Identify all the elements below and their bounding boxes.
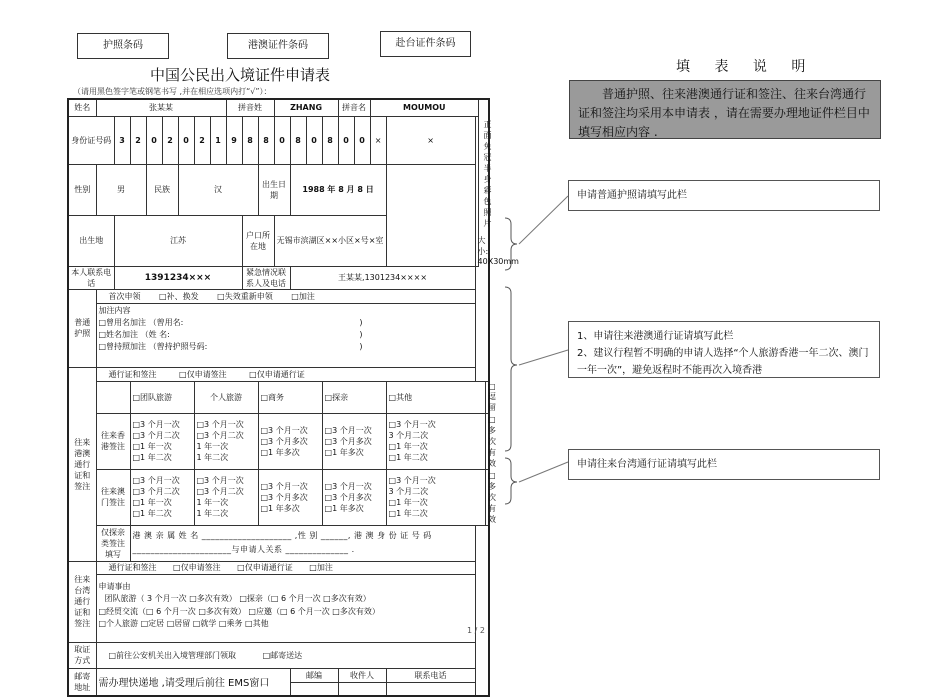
birthplace-value[interactable]: 江苏 xyxy=(114,215,242,266)
form-title: 中国公民出入境证件申请表 xyxy=(150,66,331,84)
id-digit[interactable]: 0 xyxy=(338,116,354,165)
note-passport: 申请普通护照请填写此栏 xyxy=(568,180,880,211)
dob-label: 出生日期 xyxy=(258,165,290,216)
id-digit[interactable]: 8 xyxy=(242,116,258,165)
passport-opt-first[interactable]: 首次申领 xyxy=(108,291,141,301)
hkmo-section-label: 往来港澳通行证和签注 xyxy=(68,367,96,561)
sex-value[interactable]: 男 xyxy=(96,165,146,216)
pinyin-given-value[interactable]: MOUMOU xyxy=(370,99,478,116)
mo-freq-other[interactable]: □3 个月一次 3 个月二次 □1 年一次 □1 年二次 xyxy=(386,469,485,525)
id-digit[interactable]: 0 xyxy=(178,116,194,165)
relative-text[interactable]: 港 澳 亲 属 姓 名 ____________________ ,性 别 ______, 港 澳 身 份 证 号 码 ______________________与申请人关系 ______________ . xyxy=(130,525,475,561)
ethnic-label: 民族 xyxy=(146,165,178,216)
mo-freq-group[interactable]: □3 个月一次 □3 个月二次 □1 年一次 □1 年二次 xyxy=(130,469,194,525)
tw-reason-line1[interactable]: 团队旅游（ 3 个月一次 □多次有效） □探亲（□ 6 个月一次 □多次有效） xyxy=(104,594,371,603)
taiwan-brace xyxy=(505,458,517,504)
photo-box: 正面免冠半身彩色照片 大小: 40X30mm xyxy=(475,116,478,266)
pinyin-surname-value[interactable]: ZHANG xyxy=(274,99,338,116)
phone-label: 本人联系电话 xyxy=(68,266,114,289)
hkmo-brace xyxy=(505,287,517,451)
tw-reason-line3[interactable]: □个人旅游 □定居 □居留 □就学 □乘务 □其他 xyxy=(98,619,269,628)
mo-freq-business[interactable]: □3 个月一次 □3 个月多次 □1 年多次 xyxy=(258,469,322,525)
mo-endorse-label: 往来澳门签注 xyxy=(96,469,130,525)
id-digit[interactable]: 0 xyxy=(274,116,290,165)
endorse-name[interactable]: □姓名加注 （姓 名: ) xyxy=(98,329,363,339)
hk-freq-other[interactable]: □3 个月一次 3 个月二次 □1 年一次 □1 年二次 xyxy=(386,413,485,469)
endorse-former-passport[interactable]: □曾持照加注 （曾持护照号码: ) xyxy=(98,341,363,351)
tw-opt-endorse-only[interactable]: □仅申请签注 xyxy=(173,563,221,572)
mail-address[interactable]: 需办理快递地 ,请受理后前往 EMS窗口 xyxy=(96,668,290,696)
photo-note: 正面免冠半身彩色照片 xyxy=(483,119,492,228)
hk-freq-individual[interactable]: □3 个月一次 □3 个月二次 1 年一次 1 年二次 xyxy=(194,413,258,469)
form-subtitle: （请用黑色签字笔或钢笔书写 ,并在相应选项内打“√”）： xyxy=(73,87,272,96)
id-digit[interactable]: 2 xyxy=(194,116,210,165)
type-business[interactable]: □商务 xyxy=(258,381,322,413)
id-digit[interactable]: 8 xyxy=(322,116,338,165)
postcode-value[interactable] xyxy=(290,682,338,696)
note-hkmo-2: 2、建议行程暂不明确的申请人选择“个人旅游香港一年二次、澳门一年一次”，避免返程时不能再次入境香港 xyxy=(577,348,869,376)
postcode-label: 邮编 xyxy=(290,668,338,682)
hkmo-barcode-box: 港澳证件条码 xyxy=(227,33,329,59)
id-digit[interactable]: 9 xyxy=(226,116,242,165)
birthplace-label: 出生地 xyxy=(68,215,114,266)
type-stay[interactable]: □逗留 xyxy=(486,381,490,413)
hkmo-opt-permit-only[interactable]: □仅申请通行证 xyxy=(249,369,305,379)
recipient-value[interactable] xyxy=(338,682,386,696)
type-individual[interactable]: 个人旅游 xyxy=(194,381,258,413)
hk-multi[interactable]: □ 多次有效 xyxy=(486,413,490,469)
hkmo-connector xyxy=(519,350,568,365)
name-label: 姓名 xyxy=(68,99,96,116)
collect-opt-office[interactable]: □前往公安机关出入境管理部门领取 xyxy=(108,650,237,660)
taiwan-connector xyxy=(519,462,568,482)
taiwan-barcode-box: 赴台证件条码 xyxy=(380,31,471,57)
hkmo-opt-endorse-only[interactable]: □仅申请签注 xyxy=(179,369,227,379)
note-hkmo-1: 1、申请往来港澳通行证请填写此栏 xyxy=(577,331,734,342)
passport-connector xyxy=(519,196,568,244)
recipient-label: 收件人 xyxy=(338,668,386,682)
type-group-tour[interactable]: □团队旅游 xyxy=(130,381,194,413)
endorse-former-name[interactable]: □曾用名加注 （曾用名: ) xyxy=(98,317,363,327)
passport-opt-endorse[interactable]: □加注 xyxy=(291,291,315,301)
tw-reason-line2[interactable]: □经贸交流（□ 6 个月一次 □多次有效） □应邀（□ 6 个月一次 □多次有效） xyxy=(98,606,380,616)
id-digit[interactable]: × xyxy=(370,116,386,165)
type-family[interactable]: □探亲 xyxy=(322,381,386,413)
id-digit[interactable]: 2 xyxy=(162,116,178,165)
collect-label: 取证方式 xyxy=(68,642,96,668)
note-taiwan: 申请往来台湾通行证请填写此栏 xyxy=(568,449,880,480)
passport-opt-renew[interactable]: □补、换发 xyxy=(159,291,199,301)
pinyin-surname-label: 拼音姓 xyxy=(226,99,274,116)
id-digit[interactable]: 1 xyxy=(210,116,226,165)
mail-phone-label: 联系电话 xyxy=(386,668,475,682)
sex-label: 性别 xyxy=(68,165,96,216)
mo-freq-individual[interactable]: □3 个月一次 □3 个月二次 1 年一次 1 年二次 xyxy=(194,469,258,525)
passport-brace xyxy=(505,218,517,270)
emergency-label: 紧急情况联系人及电话 xyxy=(242,266,290,289)
tw-opt-endorse[interactable]: □加注 xyxy=(309,563,333,572)
pinyin-given-label: 拼音名 xyxy=(338,99,370,116)
passport-section-label: 普通护照 xyxy=(68,289,96,367)
id-digit[interactable]: × xyxy=(386,116,475,165)
name-value[interactable]: 张某某 xyxy=(96,99,226,116)
id-digit[interactable]: 2 xyxy=(130,116,146,165)
taiwan-section-label: 往来台湾通行证和签注 xyxy=(68,561,96,642)
hukou-label: 户口所在地 xyxy=(242,215,274,266)
hk-freq-family[interactable]: □3 个月一次 □3 个月多次 □1 年多次 xyxy=(322,413,386,469)
endorse-title: 加注内容 xyxy=(98,305,131,315)
mail-label: 邮寄地址 xyxy=(68,668,96,696)
tw-reason-title: 申请事由 xyxy=(98,581,131,591)
id-label: 身份证号码 xyxy=(68,116,114,165)
tw-opt-both[interactable]: 通行证和签注 xyxy=(108,563,157,572)
id-digit[interactable]: 0 xyxy=(146,116,162,165)
collect-opt-mail[interactable]: □邮寄送达 xyxy=(262,650,303,660)
id-digit[interactable]: 3 xyxy=(114,116,130,165)
passport-barcode-box: 护照条码 xyxy=(77,33,169,59)
hk-endorse-label: 往来香港签注 xyxy=(96,413,130,469)
mail-phone-value[interactable] xyxy=(386,682,475,696)
passport-opt-expired[interactable]: □失效重新申领 xyxy=(217,291,273,301)
hkmo-opt-both[interactable]: 通行证和签注 xyxy=(108,369,157,379)
hukou-value[interactable]: 无锡市滨湖区××小区×号×室 xyxy=(274,215,386,266)
ethnic-value[interactable]: 汉 xyxy=(178,165,258,216)
page-number: 1 / 2 xyxy=(467,626,485,635)
type-other[interactable]: □其他 xyxy=(386,381,485,413)
id-digit[interactable]: 8 xyxy=(258,116,274,165)
id-digit[interactable]: 8 xyxy=(290,116,306,165)
id-digit[interactable]: 0 xyxy=(306,116,322,165)
phone-value[interactable]: 1391234××× xyxy=(114,266,242,289)
id-digit[interactable]: 0 xyxy=(354,116,370,165)
instructions-title: 填 表 说 明 xyxy=(676,59,816,75)
hk-freq-group[interactable]: □3 个月一次 □3 个月二次 □1 年一次 □1 年二次 xyxy=(130,413,194,469)
hk-freq-business[interactable]: □3 个月一次 □3 个月多次 □1 年多次 xyxy=(258,413,322,469)
dob-value[interactable]: 1988 年 8 月 8 日 xyxy=(290,165,386,216)
tw-opt-permit-only[interactable]: □仅申请通行证 xyxy=(237,563,293,572)
instructions-intro: 普通护照、往来港澳通行证和签注、往来台湾通行证和签注均采用本申请表 ，请在需要办理地证件栏目中填写相应内容 . xyxy=(569,80,881,139)
emergency-value[interactable]: 王某某,1301234×××× xyxy=(290,266,475,289)
mo-multi[interactable]: □ 多次有效 xyxy=(486,469,490,525)
mo-freq-family[interactable]: □3 个月一次 □3 个月多次 □1 年多次 xyxy=(322,469,386,525)
relative-label: 仅探亲类签注填写 xyxy=(96,525,130,561)
